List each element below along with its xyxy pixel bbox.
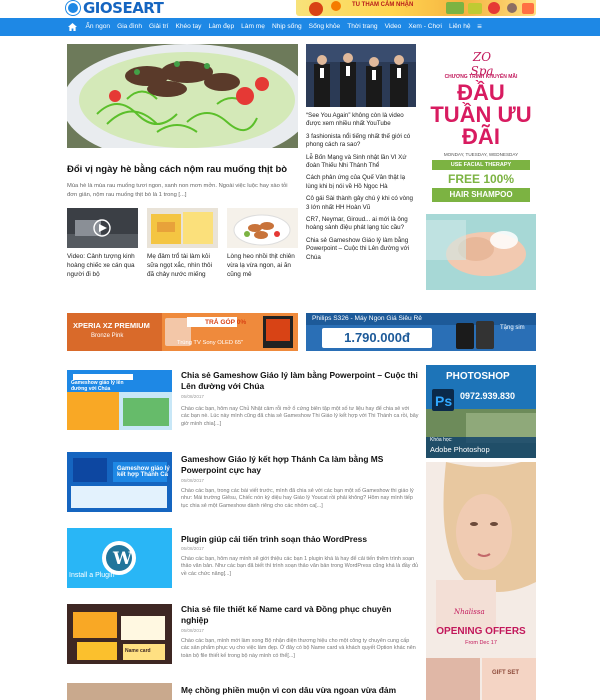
svg-text:Ps: Ps <box>435 393 453 409</box>
thumb-title[interactable]: Video: Cảnh tượng kinh hoàng chiếc xe cán qua người đi bộ <box>67 253 135 278</box>
header <box>0 0 600 18</box>
thumb-image[interactable] <box>147 208 218 248</box>
nav-item[interactable]: Làm đẹp <box>208 23 235 30</box>
spa-brand: ZO Spa <box>470 50 494 78</box>
post-title[interactable]: Gameshow Giáo lý kết hợp Thánh Ca làm bằng MS Powerpoint cực hay <box>181 454 384 475</box>
spa-days: MONDAY, TUESDAY, WEDNESDAY <box>443 152 519 157</box>
news-list-item[interactable]: CR7, Neymar, Giroud... ai mới là ông hoàng sành điệu phát lạng túc cầu? <box>306 216 408 232</box>
logo-text: GIOSEART <box>83 0 164 17</box>
post-date: 05/08/2017 <box>181 628 204 633</box>
spa-promo: CHƯƠNG TRÌNH KHUYẾN MÃI <box>444 74 518 80</box>
news-list-item[interactable]: Lễ Bốn Mạng và Sinh nhật lần VI Xứ đoàn Thiếu Nhi Thánh Thể <box>306 153 407 170</box>
thumb-card[interactable] <box>67 208 138 279</box>
nav-item[interactable]: Nhịp sống <box>271 23 302 30</box>
photoshop-course-label: Khóa học: <box>430 437 453 443</box>
news-list <box>306 44 418 262</box>
post-thumbnail-label: Install a Plugin <box>69 572 115 579</box>
post-excerpt: Chào các bạn, hôm nay Chủ Nhật cảm rỗi mở ổ cứng biên tập một số tư liệu hay để chia sẻ với các bạn nè. Lúc này mình cũng đã chia sẻ Gameshow Thi Giáo lý kết hợp với Thi Thánh ca rồi, bây giờ mình chia[...] <box>181 406 419 427</box>
philips-gift: Tặng sim <box>500 325 525 331</box>
svg-text:W: W <box>113 549 133 569</box>
post-thumbnail-label: Gameshow giáo lý kết hợp Thánh Ca <box>117 466 170 478</box>
photoshop-title: PHOTOSHOP <box>446 371 510 382</box>
news-list-item[interactable]: Cách phản ứng của Quế Vân thật lạ lùng khi bị nói về Hồ Ngọc Hà <box>306 174 406 190</box>
post-thumbnail[interactable] <box>67 683 172 700</box>
nav-item[interactable]: Sống khỏe <box>308 23 341 30</box>
thumb-card[interactable] <box>227 208 298 279</box>
post-thumbnail[interactable] <box>67 370 172 430</box>
spa-therapy: USE FACIAL THERAPY <box>432 160 530 170</box>
nav-item[interactable]: Khéo tay <box>175 23 202 30</box>
spa-shampoo: HAIR SHAMPOO <box>432 188 530 202</box>
main-nav <box>0 18 600 36</box>
xperia-ad[interactable] <box>67 313 298 351</box>
post-thumbnail-label: Name card <box>125 648 151 654</box>
post-title[interactable]: Chia sẻ file thiết kế Name card và Đồng phục chuyên nghiệp <box>181 604 392 625</box>
post-thumbnail[interactable] <box>67 604 172 664</box>
beauty-ad[interactable] <box>426 462 536 700</box>
spa-ad[interactable] <box>426 44 536 290</box>
post-date: 05/08/2017 <box>181 394 204 399</box>
news-list-item[interactable]: Cô gái Sài thành gây chú ý khi có vòng 3 lớn nhất HH Hoàn Vũ <box>306 195 413 211</box>
featured-excerpt: Mùa hè là mùa rau muống tươi ngon, xanh non mơn mởn. Ngoài việc luộc hay xào tỏi đơn giản, nộm rau muống thịt bò là 1 trong [...] <box>67 183 288 198</box>
photoshop-phone: 0972.939.830 <box>460 391 516 401</box>
thumb-image[interactable] <box>227 208 298 248</box>
thumb-title[interactable]: Lòng heo nhồi thịt chiên vừa lạ vừa ngon, ai ăn cũng mê <box>227 253 295 278</box>
post-title[interactable]: Mẹ chồng phiền muộn vì con dâu vừa ngoan vừa đảm <box>181 685 397 695</box>
banner-ad-row <box>67 313 536 351</box>
featured-image[interactable] <box>67 44 298 148</box>
nav-item[interactable]: Thời trang <box>347 23 378 30</box>
post-thumbnail[interactable] <box>67 528 172 588</box>
nav-item[interactable]: Video <box>384 23 402 30</box>
top-banner-ad[interactable] <box>296 0 536 16</box>
news-list-item[interactable]: 3 fashionista nổi tiếng nhất thế giới có phong cách ra sao? <box>306 132 411 149</box>
xperia-offer: TRẢ GÓP 0% <box>205 319 247 326</box>
top-banner-graphic <box>296 0 536 16</box>
news-list-item[interactable]: Chia sẻ Gameshow Giáo lý làm bằng Powerpoint – Cuộc thi Lên đường với Chúa <box>306 236 410 261</box>
xperia-gift: Trúng TV Sony OLED 65" <box>177 340 244 346</box>
photoshop-course: Adobe Photoshop <box>430 445 490 454</box>
beauty-brand: Nhalissa <box>454 608 485 616</box>
thumb-row <box>67 208 298 279</box>
spa-headline: ĐẦU TUẦN ƯU ĐÃI <box>430 80 532 149</box>
nav-item[interactable]: Gia đình <box>117 23 143 30</box>
thumb-title[interactable]: Mẹ đảm trổ tài làm kỏi sữa ngọt xắc, nhìn thôi đã chảy nước miếng <box>147 253 213 278</box>
nav-item[interactable]: Liên hệ <box>448 23 471 30</box>
philips-price: 1.790.000đ <box>344 330 410 345</box>
menu-icon[interactable]: ≡ <box>477 22 482 31</box>
xperia-sub: Bronze Pink <box>91 333 124 339</box>
beauty-sub: From Dec 17 <box>465 640 497 646</box>
nav-item[interactable]: Giải trí <box>149 23 169 30</box>
nav-item[interactable]: Ẩn ngon <box>85 23 111 30</box>
thumb-image[interactable] <box>67 208 138 248</box>
philips-title: Philips S326 - Máy Ngon Giá Siêu Rẻ <box>312 315 422 322</box>
post-title[interactable]: Plugin giúp cải tiến trình soạn thảo WordPress <box>181 534 367 544</box>
nav-item[interactable]: Xem - Chơi <box>408 23 442 30</box>
thumb-card[interactable] <box>147 208 218 279</box>
nav-item[interactable]: Làm mẹ <box>241 23 265 30</box>
news-list-image[interactable] <box>306 44 416 107</box>
logo-icon <box>66 1 80 15</box>
philips-ad[interactable] <box>306 313 536 351</box>
post-excerpt: Chào các bạn, mình mới làm xong Bộ nhận diện thương hiệu cho một công ty chuyên cung cấp các sản phẩm phục vụ cho việc làm đẹp. Ở đây có bộ Name card và khách quyết Option khác nên toàn bộ file thiết kế trong bộ này mình có thể[...] <box>181 638 416 659</box>
post-date: 05/08/2017 <box>181 546 204 551</box>
post-excerpt: Chào các bạn, hôm nay mình sẽ giới thiệu các bạn 1 plugin khá là hay để cải tiến thêm trình soạn thảo văn bản. Như các bạn đã biết thì trình soạn thảo văn bản trong WordPress cũng khá là đầy đủ về các chức năng[...] <box>181 556 418 577</box>
beauty-offer: OPENING OFFERS <box>436 626 526 637</box>
post-excerpt: Chào các bạn, trong các bài viết trước, mình đã chia sẻ với các bạn một số Gameshow thi giáo lý như: Mái trường Giêsu, Chiếc nón kỳ diệu hay Giáo lý Youcat rồi phải không? Hôm nay mình tiếp tục chia sẻ một Gameshow dành riêng cho các nhóm ca[...] <box>181 488 414 509</box>
top-banner-text: TU THAM CẢM NHẬN <box>352 2 414 8</box>
post-thumbnail[interactable] <box>67 452 172 512</box>
news-list-item[interactable]: “See You Again” không còn là video được xem nhiều nhất YouTube <box>306 112 404 128</box>
beauty-set: GIFT SET <box>492 670 519 676</box>
xperia-title: XPERIA XZ PREMIUM <box>73 321 150 330</box>
post-thumbnail-label: Gameshow giáo lý lên đường với Chúa <box>71 380 124 392</box>
photoshop-ad[interactable] <box>426 365 536 458</box>
home-icon[interactable] <box>66 18 79 36</box>
post-date: 05/08/2017 <box>181 478 204 483</box>
post-title[interactable]: Chia sẻ Gameshow Giáo lý làm bằng Powerpoint – Cuộc thi Lên đường với Chúa <box>181 370 418 391</box>
site-logo[interactable] <box>66 0 163 16</box>
featured-title[interactable]: Đổi vị ngày hè bằng cách nộm rau muống thịt bò <box>67 164 288 175</box>
spa-free: FREE 100% <box>447 172 515 186</box>
